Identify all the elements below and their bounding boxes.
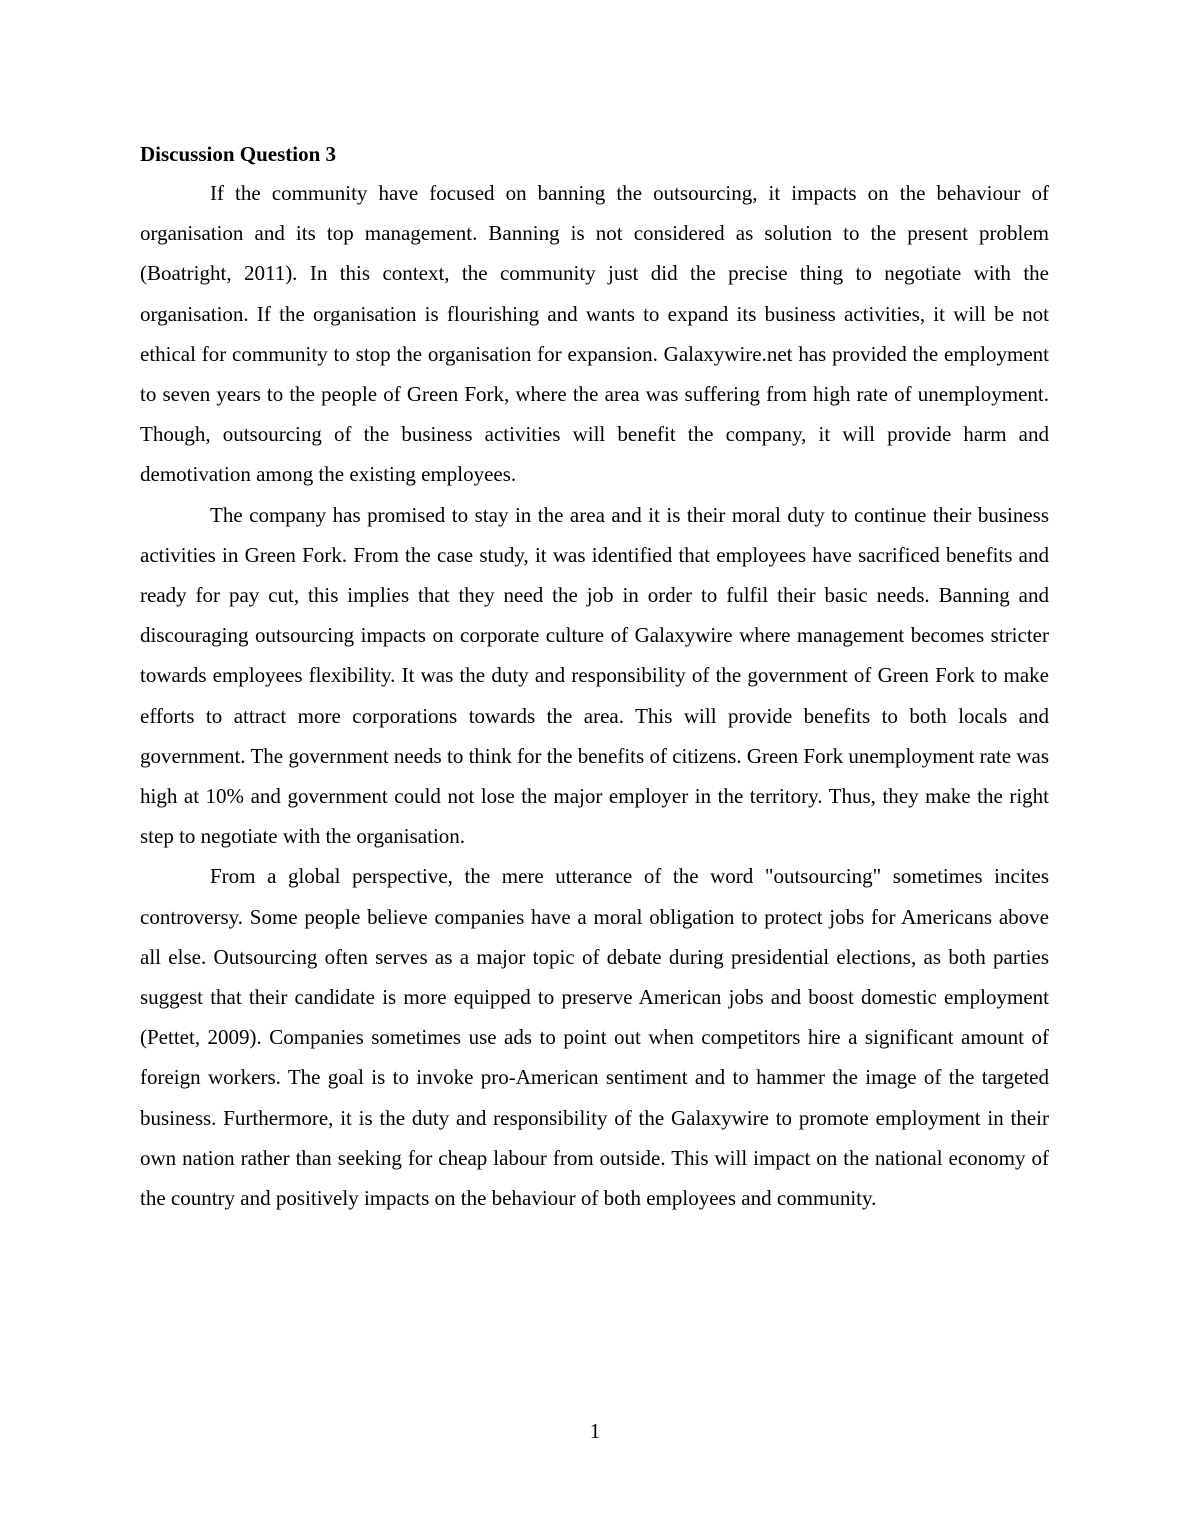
- section-heading: Discussion Question 3: [140, 142, 337, 166]
- document-body: [140, 138, 1049, 1218]
- paragraph-3: From a global perspective, the mere utterance of the word "outsourcing" sometimes incites controversy. Some people believe companies have a moral obligation to protect jobs for Americans above all else. Outsourcing often serves as a major topic of debate during presidential elections, as both parties suggest that their candidate is more equipped to preserve American jobs and boost domestic employment (Pettet, 2009). Companies sometimes use ads to point out when competitors hire a significant amount of foreign workers. The goal is to invoke pro-American sentiment and to hammer the image of the targeted business. Furthermore, it is the duty and responsibility of the Galaxywire to promote employment in their own nation rather than seeking for cheap labour from outside. This will impact on the national economy of the country and positively impacts on the behaviour of both employees and community.: [140, 864, 1049, 1211]
- page-number: 1: [589, 1419, 601, 1443]
- paragraph-2: The company has promised to stay in the area and it is their moral duty to continue their business activities in Green Fork. From the case study, it was identified that employees have sacrificed benefits and ready for pay cut, this implies that they need the job in order to fulfil their basic needs. Banning and discouraging outsourcing impacts on corporate culture of Galaxywire where management becomes stricter towards employees flexibility. It was the duty and responsibility of the government of Green Fork to make efforts to attract more corporations towards the area. This will provide benefits to both locals and government. The government needs to think for the benefits of citizens. Green Fork unemployment rate was high at 10% and government could not lose the major employer in the territory. Thus, they make the right step to negotiate with the organisation.: [140, 502, 1049, 849]
- paragraph-1: If the community have focused on banning the outsourcing, it impacts on the behaviour of organisation and its top management. Banning is not considered as solution to the present problem (Boatright, 2011). In this context, the community just did the precise thing to negotiate with the organisation. If the organisation is flourishing and wants to expand its business activities, it will be not ethical for community to stop the organisation for expansion. Galaxywire.net has provided the employment to seven years to the people of Green Fork, where the area was suffering from high rate of unemployment. Though, outsourcing of the business activities will benefit the company, it will provide harm and demotivation among the existing employees.: [140, 181, 1049, 487]
